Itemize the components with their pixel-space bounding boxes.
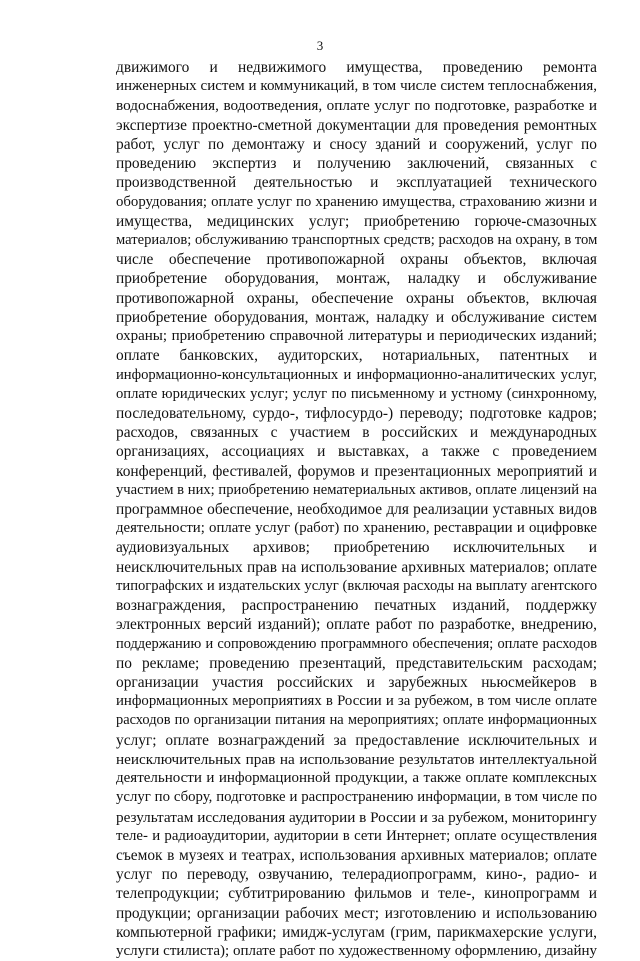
text-line: теле- и радиоаудитории, аудитории в сети Интернет; оплате осуществления: [116, 827, 597, 844]
text-line: деятельности и информационной продукции, а также оплате комплексных: [116, 770, 597, 787]
text-line: услуг по сбору, подготовке и распространению информации, в том числе по: [116, 789, 597, 806]
text-line: числе обеспечение противопожарной охраны объектов, включая: [116, 251, 597, 269]
text-line: инженерных систем и коммуникаций, в том числе систем теплоснабжения,: [116, 78, 597, 95]
body-text: [116, 58, 597, 961]
text-line: информационно-консультационных и информационно-аналитических услуг,: [116, 366, 597, 383]
text-line: типографских и издательских услуг (включая расходы на выплату агентского: [116, 577, 597, 594]
text-line: услуги стилиста); оплате работ по художественному оформлению, дизайну: [116, 943, 597, 960]
text-line: организации участия российских и зарубежных ньюсмейкеров в: [116, 674, 597, 691]
text-line: имущества, медицинских услуг; приобретению горюче-смазочных: [116, 212, 597, 230]
text-line: телепродукции; субтитрированию фильмов и теле-, кинопрограмм и: [116, 885, 597, 903]
text-line: оплате банковских, аудиторских, нотариальных, патентных и: [116, 347, 597, 365]
text-line: вознаграждения, распространению печатных изданий, поддержку: [116, 597, 597, 615]
text-line: оборудования; оплате услуг по хранению имущества, страхованию жизни и: [116, 193, 597, 210]
text-line: информационных мероприятиях в России и за рубежом, в том числе оплате: [116, 693, 597, 710]
text-line: компьютерной графики; имидж-услугам (грим, парикмахерские услуги,: [116, 923, 597, 941]
text-line: съемок в музеях и театрах, использования архивных материалов; оплате: [116, 846, 597, 864]
text-line: участием в них; приобретению нематериальных активов, оплате лицензий на: [116, 481, 597, 498]
text-line: аудиовизуальных архивов; приобретению исключительных и: [116, 539, 597, 557]
text-line: проведению экспертиз и получению заключений, связанных с: [116, 155, 597, 173]
text-line: организациях, ассоциациях и выставках, а также с проведением: [116, 443, 597, 461]
text-line: результатам исследования аудитории в России и за рубежом, мониторингу: [116, 808, 597, 826]
text-line: водоснабжения, водоотведения, оплате услуг по подготовке, разработке и: [116, 97, 597, 115]
text-line: материалов; обслуживанию транспортных средств; расходов на охрану, в том: [116, 231, 597, 248]
text-line: электронных версий изданий); оплате работ по разработке, внедрению,: [116, 616, 597, 634]
text-line: поддержанию и сопровождению программного обеспечения; оплате расходов: [116, 635, 597, 652]
text-line: неисключительных прав на использование результатов интеллектуальной: [116, 750, 597, 768]
text-line: движимого и недвижимого имущества, проведению ремонта: [116, 59, 597, 76]
text-line: оплате юридических услуг; услуг по письменному и устному (синхронному,: [116, 385, 597, 402]
text-line: неисключительных прав на использование архивных материалов; оплате: [116, 558, 597, 576]
text-line: продукции; организации рабочих мест; изготовлению и использованию: [116, 904, 597, 922]
text-line: работ, услуг по демонтажу и сносу зданий и сооружений, услуг по: [116, 135, 597, 153]
text-line: услуг по переводу, озвучанию, телерадиопрограмм, кино-, радио- и: [116, 866, 597, 884]
text-line: расходов по организации питания на мероприятиях; оплате информационных: [116, 712, 597, 729]
page-number: 3: [316, 38, 324, 53]
text-line: экспертизе проектно-сметной документации для проведения ремонтных: [116, 116, 597, 134]
text-line: приобретение оборудования, монтаж, наладку и обслуживание систем: [116, 308, 597, 326]
text-line: противопожарной охраны, обеспечение охраны объектов, включая: [116, 289, 597, 307]
text-line: производственной деятельностью и эксплуатацией технического: [116, 174, 597, 192]
text-line: деятельности; оплате услуг (работ) по хранению, реставрации и оцифровке: [116, 520, 597, 537]
text-line: охраны; приобретению справочной литературы и периодических изданий;: [116, 328, 597, 345]
text-line: услуг; оплате вознаграждений за предоставление исключительных и: [116, 731, 597, 749]
text-line: последовательному, сурдо-, тифлосурдо-) переводу; подготовке кадров;: [116, 404, 597, 422]
text-line: по рекламе; проведению презентаций, представительским расходам;: [116, 654, 597, 672]
text-line: конференций, фестивалей, форумов и презентационных мероприятий и: [116, 462, 597, 480]
text-line: программное обеспечение, необходимое для реализации уставных видов: [116, 501, 597, 519]
text-line: расходов, связанных с участием в российских и международных: [116, 424, 597, 442]
text-line: приобретение оборудования, монтаж, наладку и обслуживание: [116, 270, 597, 288]
